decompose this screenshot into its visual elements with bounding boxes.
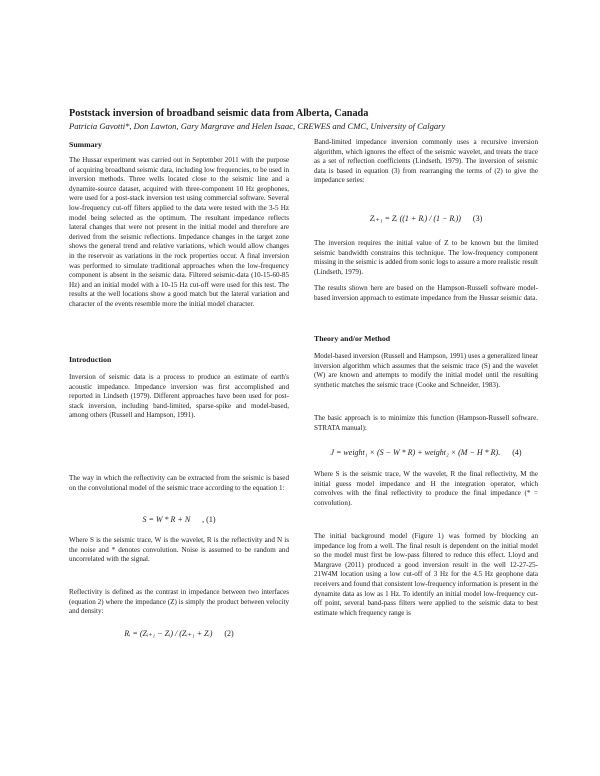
equation-4-expression: J = weight₁ × (S − W * R) + weight₂ × (M − H * R).	[330, 448, 501, 457]
equation-2-expression: Rᵢ = (Zᵢ₊₁ − Zᵢ) / (Zᵢ₊₁ + Zᵢ)	[124, 629, 213, 638]
right-paragraph-5: The basic approach is to minimize this function (Hampson-Russell software. STRATA manual):	[314, 414, 538, 432]
right-paragraph-1: Band-limited impedance inversion commonly uses a recursive inversion algorithm, which ignores the effect of the seismic wavelet, and treats the trace as a set of reflection coefficients (Lindseth, 1979). The inversion of seismic data is based in equation (3) from rearranging the terms of (2) to give the impedance series:	[314, 138, 538, 185]
method-heading: Theory and/or Method	[314, 334, 391, 343]
summary-heading: Summary	[69, 140, 102, 149]
equation-3-number: (3)	[472, 214, 483, 223]
paper-authors: Patricia Gavotti*, Don Lawton, Gary Margrave and Helen Isaac, CREWES and CMC, University of Calgary	[69, 121, 446, 131]
equation-1	[69, 514, 289, 526]
paper-title: Poststack inversion of broadband seismic data from Alberta, Canada	[69, 108, 369, 119]
equation-4	[314, 447, 538, 459]
right-paragraph-4: Model-based inversion (Russell and Hampson, 1991) uses a generalized linear inversion algorithm which assumes that the seismic trace (S) and the wavelet (W) are known and attempts to modify the initial model until the resulting synthetic matches the seismic trace (Cooke and Schneider, 1983).	[314, 352, 538, 389]
intro-paragraph-3: Where S is the seismic trace, W is the wavelet, R is the reflectivity and N is the noise and * denotes convolution. Noise is assumed to be random and uncorrelated with the signal.	[69, 536, 289, 564]
right-paragraph-3: The results shown here are based on the Hampson-Russell software model-based inversion approach to estimate impedance from the Hussar seismic data.	[314, 284, 538, 302]
equation-3	[314, 213, 538, 225]
equation-2-number: (2)	[224, 629, 234, 638]
equation-1-number: , (1)	[202, 515, 216, 524]
intro-paragraph-1: Inversion of seismic data is a process to produce an estimate of earth's acoustic impedance. Impedance inversion was first accomplished and reported in Lindseth (1979). Different approaches have been used for post-stack inversion, including band-limited, sparse-spike and model-based, among others (Russell and Hampson, 1991).	[69, 373, 289, 420]
equation-1-expression: S = W * R + N	[142, 515, 191, 524]
right-paragraph-2: The inversion requires the initial value of Z to be known but the limited seismic bandwidth constrains this technique. The low-frequency component missing in the seismic is added from sonic logs to assure a more realistic result (Lindseth, 1979).	[314, 239, 538, 276]
summary-paragraph: The Hussar experiment was carried out in September 2011 with the purpose of acquiring broadband seismic data, including low frequencies, to be used in inversion methods. Three wells located close to the seismic line and a dynamite-source dataset, acquired with three-component 10 Hz geophones, were used for a post-stack inversion test using commercial software. Several low-frequency cut-off filters applied to the data were tested with the 3-5 Hz model being selected as the optimum. The resultant impedance reflects lateral changes that were not present in the initial model and therefore are derived from the seismic reflections. Impedance changes in the target zone shows the general trend and relative variations, which would allow changes in the reservoir as variations in the rock properties occur. A final inversion was performed to simulate traditional approaches when the low-frequency component is absent in the seismic data. Filtered seismic-data (10-15-60-85 Hz) and an initial model with a 10-15 Hz cut-off were used for this test. The results at the well locations show a good match but the lateral variation and character of the events resemble more the initial model character.	[69, 156, 289, 308]
intro-paragraph-4: Reflectivity is defined as the contrast in impedance between two interfaces (equation 2) where the impedance (Z) is simply the product between velocity and density:	[69, 588, 289, 616]
equation-3-expression: Zᵢ₊₁ = Zᵢ ((1 + Rᵢ) / (1 − Rᵢ))	[369, 214, 461, 223]
right-paragraph-7: The initial background model (Figure 1) was formed by blocking an impedance log from a well. The final result is dependent on the initial model so the model must first be low-pass filtered to reduce this effect. Lloyd and Margrave (2011) produced a good inversion result in the well 12-27-25-21W4M location using a low cut-off of 3 Hz for the 4.5 Hz geophone data receivers and found that consistent low-frequency information is present in the dynamite data as low as 1 Hz. To identify an initial model low-frequency cut-off point, several band-pass filters were applied to the seismic data to best estimate which frequency range is	[314, 532, 538, 617]
introduction-heading: Introduction	[69, 355, 112, 364]
equation-4-number: (4)	[512, 448, 522, 457]
right-paragraph-6: Where S is the seismic trace, W the wavelet, R the final reflectivity, M the initial guess model impedance and H the integration operator, which convolves with the final reflectivity to produce the final impedance (* = convolution).	[314, 470, 538, 507]
intro-paragraph-2: The way in which the reflectivity can be extracted from the seismic is based on the convolutional model of the seismic trace according to the equation 1:	[69, 474, 289, 492]
equation-2	[69, 628, 289, 640]
